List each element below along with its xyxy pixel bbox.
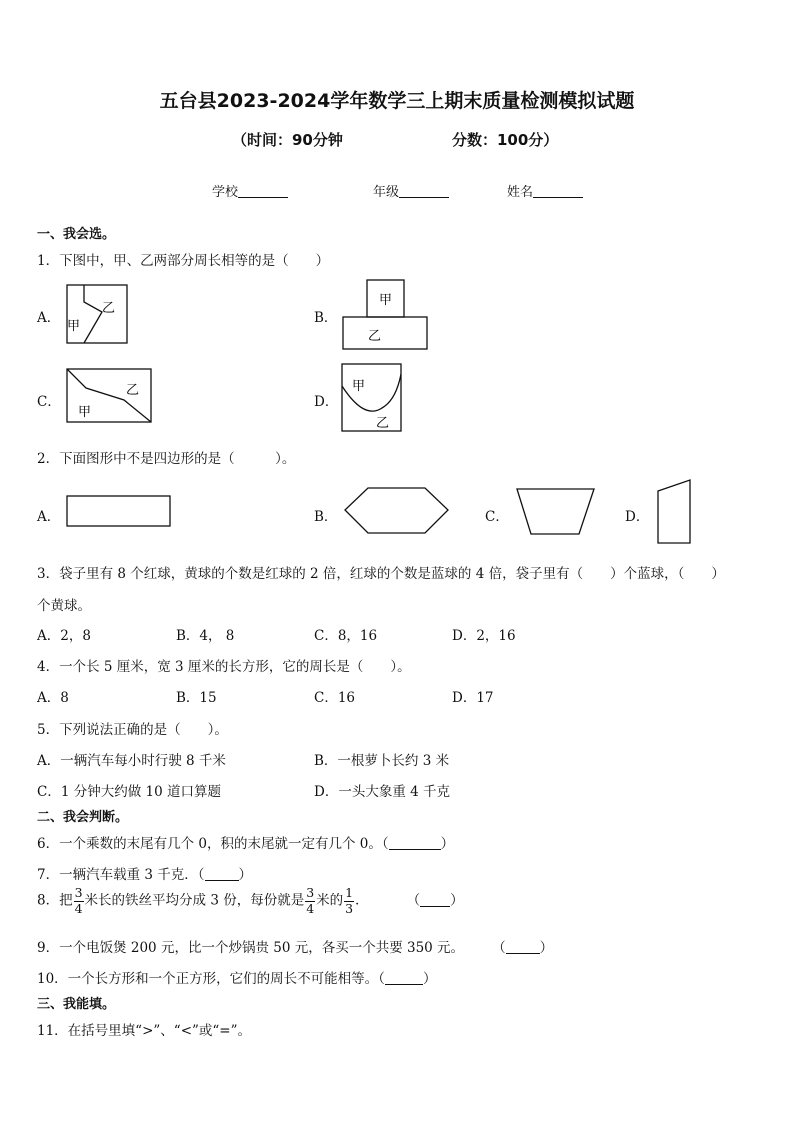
q8-fraction-3: $\frac{1}{3}$	[345, 885, 354, 916]
q1b-jia: 甲	[379, 293, 393, 308]
q1d-yi: 乙	[376, 416, 390, 431]
q1c-jia: 甲	[78, 405, 92, 420]
q8-answer-blank[interactable]	[420, 894, 450, 907]
question-4: 4．一个长 5 厘米，宽 3 厘米的长方形，它的周长是（ ）。	[37, 659, 411, 675]
question-3: 3．袋子里有 8 个红球，黄球的个数是红球的 2 倍，红球的个数是蓝球的 4 倍，袋子里有（ ）个蓝球，（ ）	[37, 566, 725, 582]
exam-score: 分数：100分）	[452, 131, 559, 149]
q3-option-a[interactable]: A．2，8	[37, 628, 91, 644]
question-10	[37, 967, 436, 987]
q1-figure-c	[64, 366, 154, 426]
grade-blank[interactable]	[399, 184, 449, 198]
q2-figure-c-trapezoid	[514, 486, 598, 538]
school-blank[interactable]	[238, 184, 288, 198]
q1c-yi: 乙	[126, 383, 140, 398]
q3-option-b[interactable]: B．4， 8	[176, 628, 235, 644]
q1-option-b-label: B．	[314, 310, 338, 326]
q8-mid-1: 米长的铁丝平均分成 3 份，每份就是	[84, 892, 305, 909]
q9-paren-open: （	[492, 940, 506, 956]
question-11: 11．在括号里填“>”、“<”或“=”。	[37, 1023, 252, 1039]
section-heading-judge: 二、我会判断。	[37, 810, 129, 825]
q5-option-d[interactable]: D．一头大象重 4 千克	[314, 784, 450, 800]
q2-figure-b-hexagon	[342, 485, 452, 537]
q9-text: 9．一个电饭煲 200 元，比一个炒锅贵 50 元，各买一个共要 350 元。	[37, 940, 465, 956]
q2-option-c-label: C．	[485, 509, 509, 525]
grade-field	[373, 181, 449, 200]
q2-figure-d-quadrilateral	[655, 477, 695, 547]
q8-prefix: 8．把	[37, 892, 73, 909]
q2-option-a-label: A．	[37, 509, 61, 525]
q9-paren-close: ）	[539, 940, 554, 956]
q6-paren-close: ）	[440, 836, 455, 852]
q8-paren-close: ）	[450, 892, 464, 909]
q1d-jia: 甲	[352, 379, 366, 394]
question-9	[37, 936, 553, 956]
section-heading-fill: 三、我能填。	[37, 997, 116, 1012]
grade-label: 年级	[373, 185, 400, 200]
q2-option-b-label: B．	[314, 509, 338, 525]
q4-option-c[interactable]: C．16	[314, 690, 356, 706]
q3-option-c[interactable]: C．8，16	[314, 628, 378, 644]
name-blank[interactable]	[533, 184, 583, 198]
q1a-yi: 乙	[102, 301, 116, 316]
q10-answer-blank[interactable]	[385, 972, 423, 985]
q6-text: 6．一个乘数的末尾有几个 0，积的末尾就一定有几个 0。（	[37, 836, 389, 852]
question-8	[37, 887, 464, 915]
q1-option-a-label: A．	[37, 310, 61, 326]
name-field	[507, 181, 583, 200]
school-field	[212, 181, 288, 200]
q1-option-c-label: C．	[37, 394, 61, 410]
question-6	[37, 832, 454, 852]
q10-text: 10．一个长方形和一个正方形，它们的周长不可能相等。（	[37, 971, 385, 987]
q8-paren-open: （	[406, 892, 421, 909]
q8-mid-2: 米的	[316, 892, 344, 909]
school-label: 学校	[212, 185, 239, 200]
q2-figure-a-rectangle	[65, 494, 173, 530]
question-2: 2．下面图形中不是四边形的是（ ）。	[37, 451, 296, 467]
q4-option-a[interactable]: A．8	[37, 690, 69, 706]
q4-option-d[interactable]: D．17	[452, 690, 494, 706]
q3-option-d[interactable]: D．2，16	[452, 628, 516, 644]
q9-answer-blank[interactable]	[506, 941, 540, 954]
q1b-yi: 乙	[368, 329, 382, 344]
q8-fraction-2: $\frac{3}{4}$	[306, 885, 315, 916]
q5-option-c[interactable]: C．1 分钟大约做 10 道口算题	[37, 784, 221, 800]
q1a-jia: 甲	[67, 319, 81, 334]
question-3-cont: 个黄球。	[37, 598, 91, 614]
q6-answer-blank[interactable]	[389, 837, 441, 850]
question-5: 5．下列说法正确的是（ ）。	[37, 722, 228, 738]
page-title: 五台县2023-2024学年数学三上期末质量检测模拟试题	[159, 90, 635, 112]
q5-option-a[interactable]: A．一辆汽车每小时行驶 8 千米	[37, 753, 226, 769]
exam-time: （时间：90分钟	[232, 131, 343, 149]
q1-option-d-label: D．	[314, 394, 339, 410]
q8-suffix: ．	[355, 892, 369, 909]
q7-paren-close: ）	[238, 867, 253, 883]
section-heading-choice: 一、我会选。	[37, 227, 116, 242]
q10-paren-close: ）	[422, 971, 437, 987]
question-1: 1．下图中，甲、乙两部分周长相等的是（ ）	[37, 253, 330, 269]
q1-figure-d	[340, 362, 404, 434]
q8-fraction-1: $\frac{3}{4}$	[74, 885, 83, 916]
q7-answer-blank[interactable]	[205, 868, 239, 881]
q7-text: 7．一辆汽车载重 3 千克．（	[37, 867, 205, 883]
question-7	[37, 863, 252, 883]
q2-option-d-label: D．	[625, 509, 650, 525]
q5-option-b[interactable]: B．一根萝卜长约 3 米	[314, 753, 450, 769]
q4-option-b[interactable]: B．15	[176, 690, 217, 706]
q1-figure-a	[64, 282, 130, 346]
name-label: 姓名	[507, 185, 534, 200]
q1-figure-b	[340, 278, 430, 352]
